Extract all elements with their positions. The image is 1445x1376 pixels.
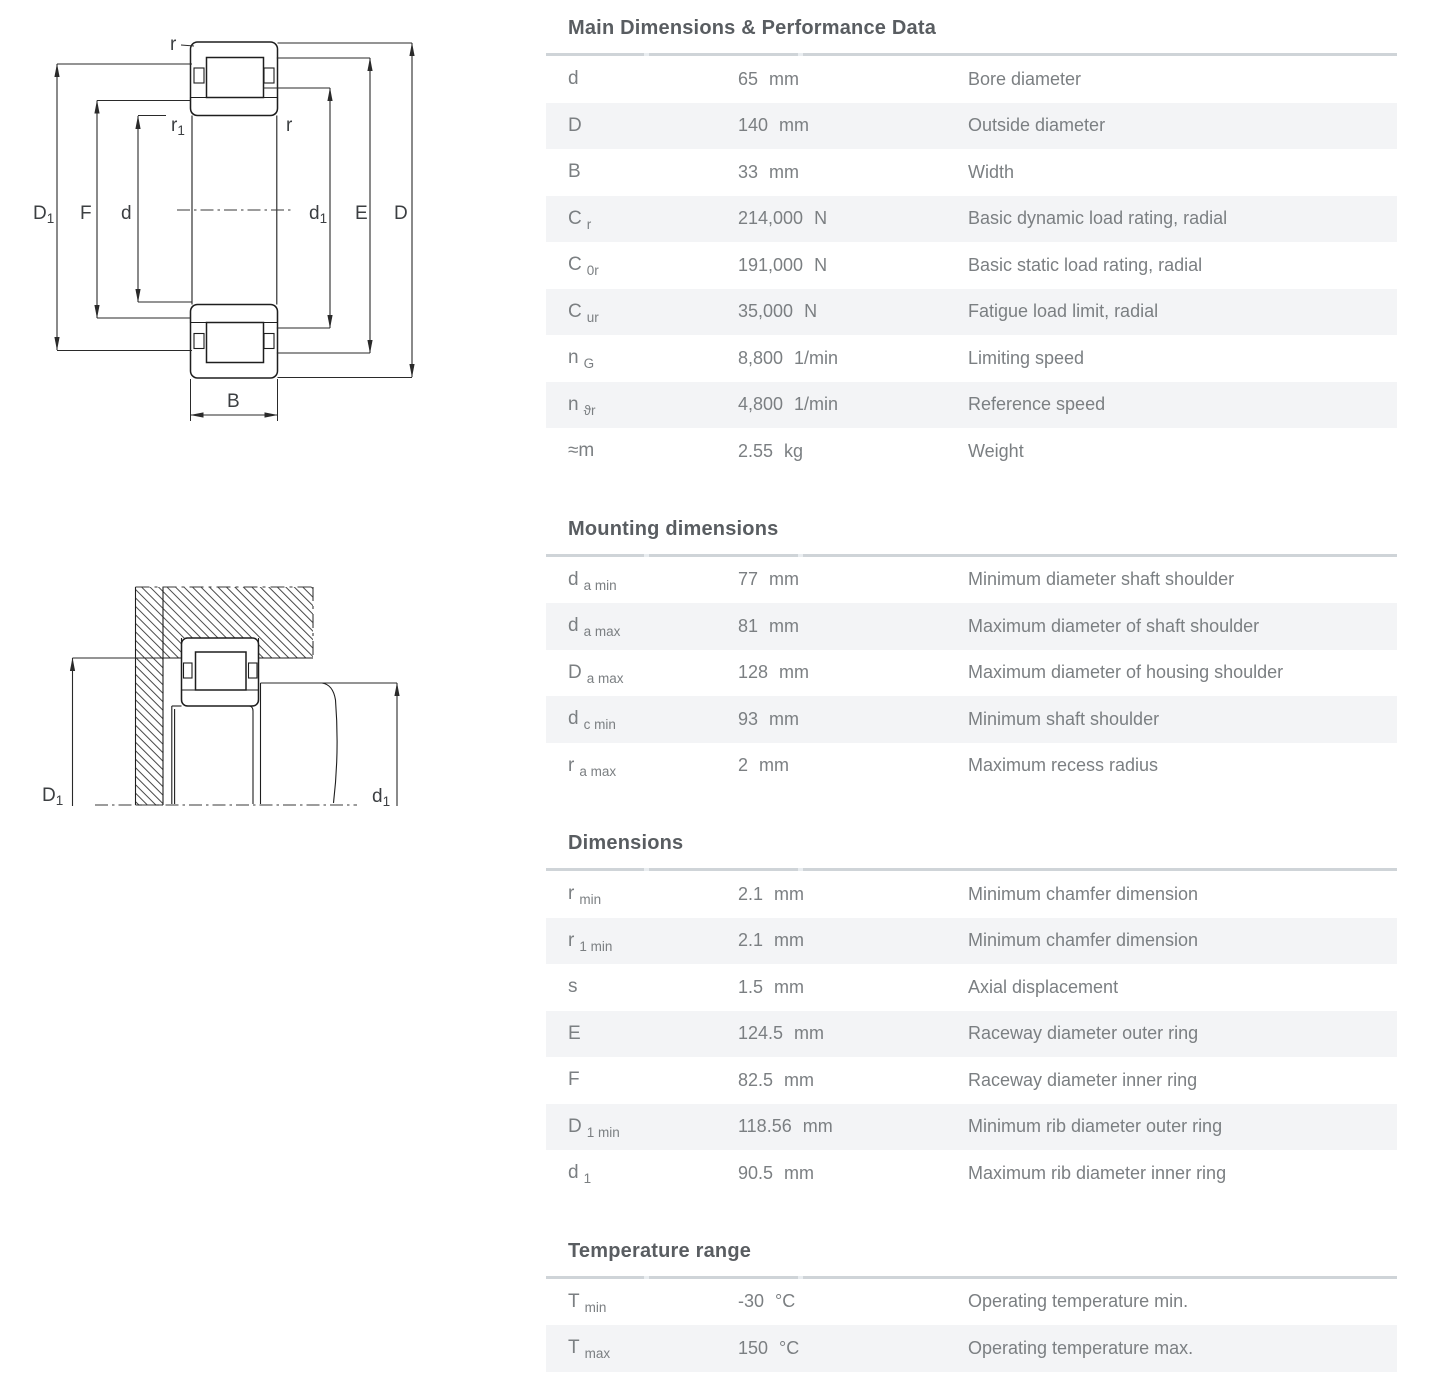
data-table bbox=[546, 557, 1397, 790]
value-number: 33 bbox=[738, 161, 759, 182]
value-cell bbox=[738, 1338, 968, 1359]
symbol-base: T bbox=[568, 1337, 580, 1359]
description-text: Minimum diameter shaft shoulder bbox=[968, 569, 1235, 590]
label-r-top: r bbox=[170, 34, 177, 55]
value-cell bbox=[738, 348, 968, 369]
symbol-subscript: min bbox=[579, 892, 602, 908]
symbol-cell bbox=[546, 569, 738, 591]
symbol-base: C bbox=[568, 300, 582, 322]
data-table bbox=[546, 56, 1397, 475]
value-number: 191,000 bbox=[738, 254, 804, 275]
table-row bbox=[546, 1011, 1397, 1058]
description-text: Minimum shaft shoulder bbox=[968, 708, 1160, 729]
value-unit: mm bbox=[784, 1069, 815, 1090]
description-cell bbox=[968, 348, 1397, 369]
data-table bbox=[546, 871, 1397, 1197]
table-row bbox=[546, 1150, 1397, 1197]
value-cell bbox=[738, 709, 968, 730]
section-dimensions bbox=[546, 831, 1397, 1197]
description-cell bbox=[968, 301, 1397, 322]
value-cell bbox=[738, 1291, 968, 1312]
symbol-cell bbox=[546, 883, 738, 908]
description-cell bbox=[968, 616, 1397, 637]
value-cell bbox=[738, 755, 968, 776]
bearing-mounted bbox=[182, 638, 259, 706]
table-row bbox=[546, 1279, 1397, 1326]
symbol-cell bbox=[546, 1162, 738, 1187]
description-cell bbox=[968, 1338, 1397, 1359]
value-number: 93 bbox=[738, 708, 759, 729]
symbol-base: C bbox=[568, 254, 582, 276]
description-text: Weight bbox=[968, 440, 1024, 461]
symbol-subscript: a max bbox=[579, 763, 617, 779]
value-unit: mm bbox=[769, 615, 800, 636]
housing bbox=[136, 587, 314, 805]
symbol-base: D bbox=[568, 661, 582, 683]
symbol-cell bbox=[546, 115, 738, 137]
symbol-subscript: 0r bbox=[586, 263, 599, 279]
symbol-subscript: min bbox=[584, 1299, 607, 1315]
symbol-base: n bbox=[568, 393, 579, 415]
symbol-cell bbox=[546, 208, 738, 230]
value-unit: mm bbox=[769, 68, 800, 89]
symbol-base: d bbox=[568, 708, 579, 730]
symbol-base: r bbox=[568, 754, 575, 776]
value-unit: 1/min bbox=[794, 394, 839, 415]
value-unit: mm bbox=[794, 1023, 825, 1044]
symbol-base: B bbox=[568, 161, 581, 183]
symbol-cell bbox=[546, 1023, 738, 1045]
value-cell bbox=[738, 884, 968, 905]
dimension-lines bbox=[57, 43, 412, 421]
symbol-subscript: c min bbox=[583, 717, 616, 733]
symbol-subscript: G bbox=[583, 356, 595, 372]
value-unit: mm bbox=[779, 662, 810, 683]
symbol-cell bbox=[546, 976, 738, 998]
table-row bbox=[546, 1325, 1397, 1372]
label-d1: $d_1$ bbox=[372, 786, 391, 809]
description-text: Minimum chamfer dimension bbox=[968, 930, 1199, 951]
value-number: 82.5 bbox=[738, 1069, 774, 1090]
symbol-cell bbox=[546, 1337, 738, 1362]
value-number: 128 bbox=[738, 662, 769, 683]
symbol-cell bbox=[546, 930, 738, 952]
value-unit: mm bbox=[774, 976, 805, 997]
symbol-base: F bbox=[568, 1069, 580, 1091]
value-number: 214,000 bbox=[738, 208, 804, 229]
value-unit: N bbox=[804, 301, 818, 322]
symbol-base: T bbox=[568, 1290, 580, 1312]
table-row bbox=[546, 964, 1397, 1011]
inner-ring-top bbox=[191, 98, 278, 116]
description-cell bbox=[968, 662, 1397, 683]
description-cell bbox=[968, 709, 1397, 730]
description-text: Axial displacement bbox=[968, 976, 1119, 997]
description-cell bbox=[968, 1163, 1397, 1184]
description-cell bbox=[968, 930, 1397, 951]
value-cell bbox=[738, 1023, 968, 1044]
symbol-cell bbox=[546, 1069, 738, 1091]
description-text: Maximum rib diameter inner ring bbox=[968, 1162, 1227, 1183]
symbol-base: D bbox=[568, 114, 582, 136]
value-number: 4,800 bbox=[738, 394, 784, 415]
description-cell bbox=[968, 115, 1397, 136]
value-unit: mm bbox=[779, 115, 810, 136]
table-row bbox=[546, 918, 1397, 965]
description-cell bbox=[968, 1116, 1397, 1137]
label-D1: $D_1$ bbox=[42, 785, 64, 808]
value-unit: mm bbox=[759, 755, 790, 776]
description-text: Maximum diameter of housing shoulder bbox=[968, 662, 1284, 683]
value-cell bbox=[738, 255, 968, 276]
label-d1: $d_1$ bbox=[309, 203, 328, 226]
symbol-cell bbox=[546, 755, 738, 777]
value-cell bbox=[738, 115, 968, 136]
value-unit: °C bbox=[775, 1291, 796, 1312]
label-F: F bbox=[80, 203, 92, 224]
description-text: Minimum chamfer dimension bbox=[968, 883, 1199, 904]
value-number: 90.5 bbox=[738, 1162, 774, 1183]
description-text: Outside diameter bbox=[968, 115, 1106, 136]
value-cell bbox=[738, 441, 968, 462]
table-row bbox=[546, 56, 1397, 103]
description-text: Raceway diameter inner ring bbox=[968, 1069, 1198, 1090]
value-cell bbox=[738, 977, 968, 998]
value-unit: 1/min bbox=[794, 347, 839, 368]
value-cell bbox=[738, 930, 968, 951]
symbol-subscript: max bbox=[584, 1346, 611, 1362]
description-cell bbox=[968, 569, 1397, 590]
description-text: Width bbox=[968, 161, 1015, 182]
value-unit: °C bbox=[779, 1337, 800, 1358]
symbol-cell bbox=[546, 440, 738, 462]
description-cell bbox=[968, 394, 1397, 415]
symbol-cell bbox=[546, 615, 738, 640]
description-text: Limiting speed bbox=[968, 347, 1085, 368]
table-row bbox=[546, 696, 1397, 743]
symbol-cell bbox=[546, 708, 738, 733]
symbol-subscript: a max bbox=[583, 624, 621, 640]
value-cell bbox=[738, 1116, 968, 1137]
table-row bbox=[546, 242, 1397, 289]
symbol-base: d bbox=[568, 1162, 579, 1184]
bearing-cross-section-drawing bbox=[0, 0, 470, 455]
symbol-base: ≈m bbox=[568, 440, 595, 462]
value-unit: N bbox=[814, 208, 828, 229]
value-cell bbox=[738, 394, 968, 415]
description-cell bbox=[968, 755, 1397, 776]
label-r1: $r_1$ bbox=[171, 115, 185, 138]
description-text: Operating temperature max. bbox=[968, 1337, 1194, 1358]
data-column bbox=[546, 0, 1397, 1372]
label-D1: $D_1$ bbox=[33, 203, 55, 226]
symbol-base: d bbox=[568, 615, 579, 637]
section-title: Temperature range bbox=[568, 1239, 752, 1262]
bearing-section-bottom bbox=[191, 305, 278, 379]
value-unit: N bbox=[814, 254, 828, 275]
symbol-base: s bbox=[568, 976, 578, 998]
table-row bbox=[546, 1057, 1397, 1104]
label-d: d bbox=[121, 203, 132, 224]
value-cell bbox=[738, 1070, 968, 1091]
symbol-cell bbox=[546, 1116, 738, 1138]
symbol-cell bbox=[546, 347, 738, 372]
section-title: Dimensions bbox=[568, 832, 684, 854]
data-table bbox=[546, 1279, 1397, 1372]
value-cell bbox=[738, 301, 968, 322]
value-unit: mm bbox=[769, 569, 800, 590]
label-D: D bbox=[394, 203, 408, 224]
value-number: 150 bbox=[738, 1337, 769, 1358]
description-cell bbox=[968, 441, 1397, 462]
value-number: 1.5 bbox=[738, 976, 764, 997]
description-cell bbox=[968, 208, 1397, 229]
value-unit: mm bbox=[774, 883, 805, 904]
description-text: Raceway diameter outer ring bbox=[968, 1023, 1199, 1044]
description-cell bbox=[968, 255, 1397, 276]
symbol-cell bbox=[546, 1291, 738, 1313]
value-number: -30 bbox=[738, 1291, 765, 1312]
value-number: 118.56 bbox=[738, 1116, 792, 1137]
table-row bbox=[546, 149, 1397, 196]
table-row bbox=[546, 1104, 1397, 1151]
description-cell bbox=[968, 1070, 1397, 1091]
symbol-cell bbox=[546, 301, 738, 323]
value-number: 8,800 bbox=[738, 347, 784, 368]
value-cell bbox=[738, 208, 968, 229]
table-row bbox=[546, 382, 1397, 429]
symbol-subscript: 1 bbox=[583, 1171, 592, 1187]
mounting-drawing bbox=[0, 540, 470, 832]
symbol-cell bbox=[546, 394, 738, 416]
value-unit: kg bbox=[784, 440, 804, 461]
description-text: Maximum diameter of shaft shoulder bbox=[968, 615, 1260, 636]
symbol-cell bbox=[546, 68, 738, 90]
table-row bbox=[546, 196, 1397, 243]
symbol-base: n bbox=[568, 347, 579, 369]
inner-ring bbox=[182, 690, 259, 706]
description-text: Basic dynamic load rating, radial bbox=[968, 208, 1228, 229]
table-row bbox=[546, 871, 1397, 918]
symbol-subscript: ur bbox=[586, 309, 599, 325]
section-mounting-dimensions bbox=[546, 517, 1397, 790]
symbol-base: d bbox=[568, 568, 579, 590]
value-number: 2.1 bbox=[738, 883, 764, 904]
symbol-base: D bbox=[568, 1115, 582, 1137]
description-text: Basic static load rating, radial bbox=[968, 254, 1203, 275]
symbol-subscript: a min bbox=[583, 577, 617, 593]
table-row bbox=[546, 603, 1397, 650]
value-number: 65 bbox=[738, 68, 759, 89]
value-cell bbox=[738, 162, 968, 183]
description-cell bbox=[968, 69, 1397, 90]
value-unit: mm bbox=[784, 1162, 815, 1183]
symbol-base: d bbox=[568, 68, 579, 90]
description-cell bbox=[968, 1023, 1397, 1044]
section-title: Mounting dimensions bbox=[568, 517, 779, 540]
table-row bbox=[546, 289, 1397, 336]
symbol-cell bbox=[546, 161, 738, 183]
description-cell bbox=[968, 162, 1397, 183]
value-number: 2.55 bbox=[738, 440, 774, 461]
value-number: 77 bbox=[738, 569, 759, 590]
table-row bbox=[546, 335, 1397, 382]
value-cell bbox=[738, 569, 968, 590]
symbol-base: E bbox=[568, 1022, 581, 1044]
value-number: 2.1 bbox=[738, 930, 764, 951]
description-text: Maximum recess radius bbox=[968, 755, 1159, 776]
table-row bbox=[546, 428, 1397, 475]
symbol-cell bbox=[546, 662, 738, 684]
shoulder-fillet bbox=[322, 683, 337, 803]
label-B: B bbox=[227, 391, 240, 412]
value-number: 124.5 bbox=[738, 1023, 784, 1044]
value-number: 2 bbox=[738, 755, 749, 776]
description-text: Bore diameter bbox=[968, 68, 1082, 89]
symbol-subscript: r bbox=[586, 216, 592, 232]
shaft bbox=[172, 683, 337, 804]
section-temperature-range bbox=[546, 1239, 1397, 1372]
description-cell bbox=[968, 884, 1397, 905]
description-cell bbox=[968, 977, 1397, 998]
symbol-subscript: ϑr bbox=[583, 402, 596, 418]
table-row bbox=[546, 557, 1397, 604]
description-cell bbox=[968, 1291, 1397, 1312]
table-row bbox=[546, 650, 1397, 697]
symbol-subscript: 1 min bbox=[586, 1124, 620, 1140]
description-text: Fatigue load limit, radial bbox=[968, 301, 1159, 322]
inner-ring-bottom bbox=[191, 305, 278, 323]
value-unit: mm bbox=[769, 708, 800, 729]
label-r-right: r bbox=[286, 115, 293, 136]
label-E: E bbox=[355, 203, 368, 224]
value-cell bbox=[738, 616, 968, 637]
description-text: Minimum rib diameter outer ring bbox=[968, 1116, 1223, 1137]
symbol-base: C bbox=[568, 207, 582, 229]
bearing-section-top bbox=[191, 42, 278, 116]
section-main-dimensions bbox=[546, 16, 1397, 475]
symbol-subscript: a max bbox=[586, 670, 624, 686]
description-text: Operating temperature min. bbox=[968, 1291, 1189, 1312]
value-unit: mm bbox=[802, 1116, 833, 1137]
symbol-cell bbox=[546, 254, 738, 279]
value-number: 81 bbox=[738, 615, 759, 636]
section-title: Main Dimensions & Performance Data bbox=[568, 17, 937, 39]
description-text: Reference speed bbox=[968, 394, 1106, 415]
value-cell bbox=[738, 69, 968, 90]
value-cell bbox=[738, 1163, 968, 1184]
value-number: 35,000 bbox=[738, 301, 794, 322]
value-cell bbox=[738, 662, 968, 683]
value-unit: mm bbox=[774, 930, 805, 951]
table-row bbox=[546, 103, 1397, 150]
table-row bbox=[546, 743, 1397, 790]
value-number: 140 bbox=[738, 115, 769, 136]
symbol-base: r bbox=[568, 883, 575, 905]
symbol-subscript: 1 min bbox=[579, 938, 613, 954]
symbol-base: r bbox=[568, 929, 575, 951]
value-unit: mm bbox=[769, 161, 800, 182]
